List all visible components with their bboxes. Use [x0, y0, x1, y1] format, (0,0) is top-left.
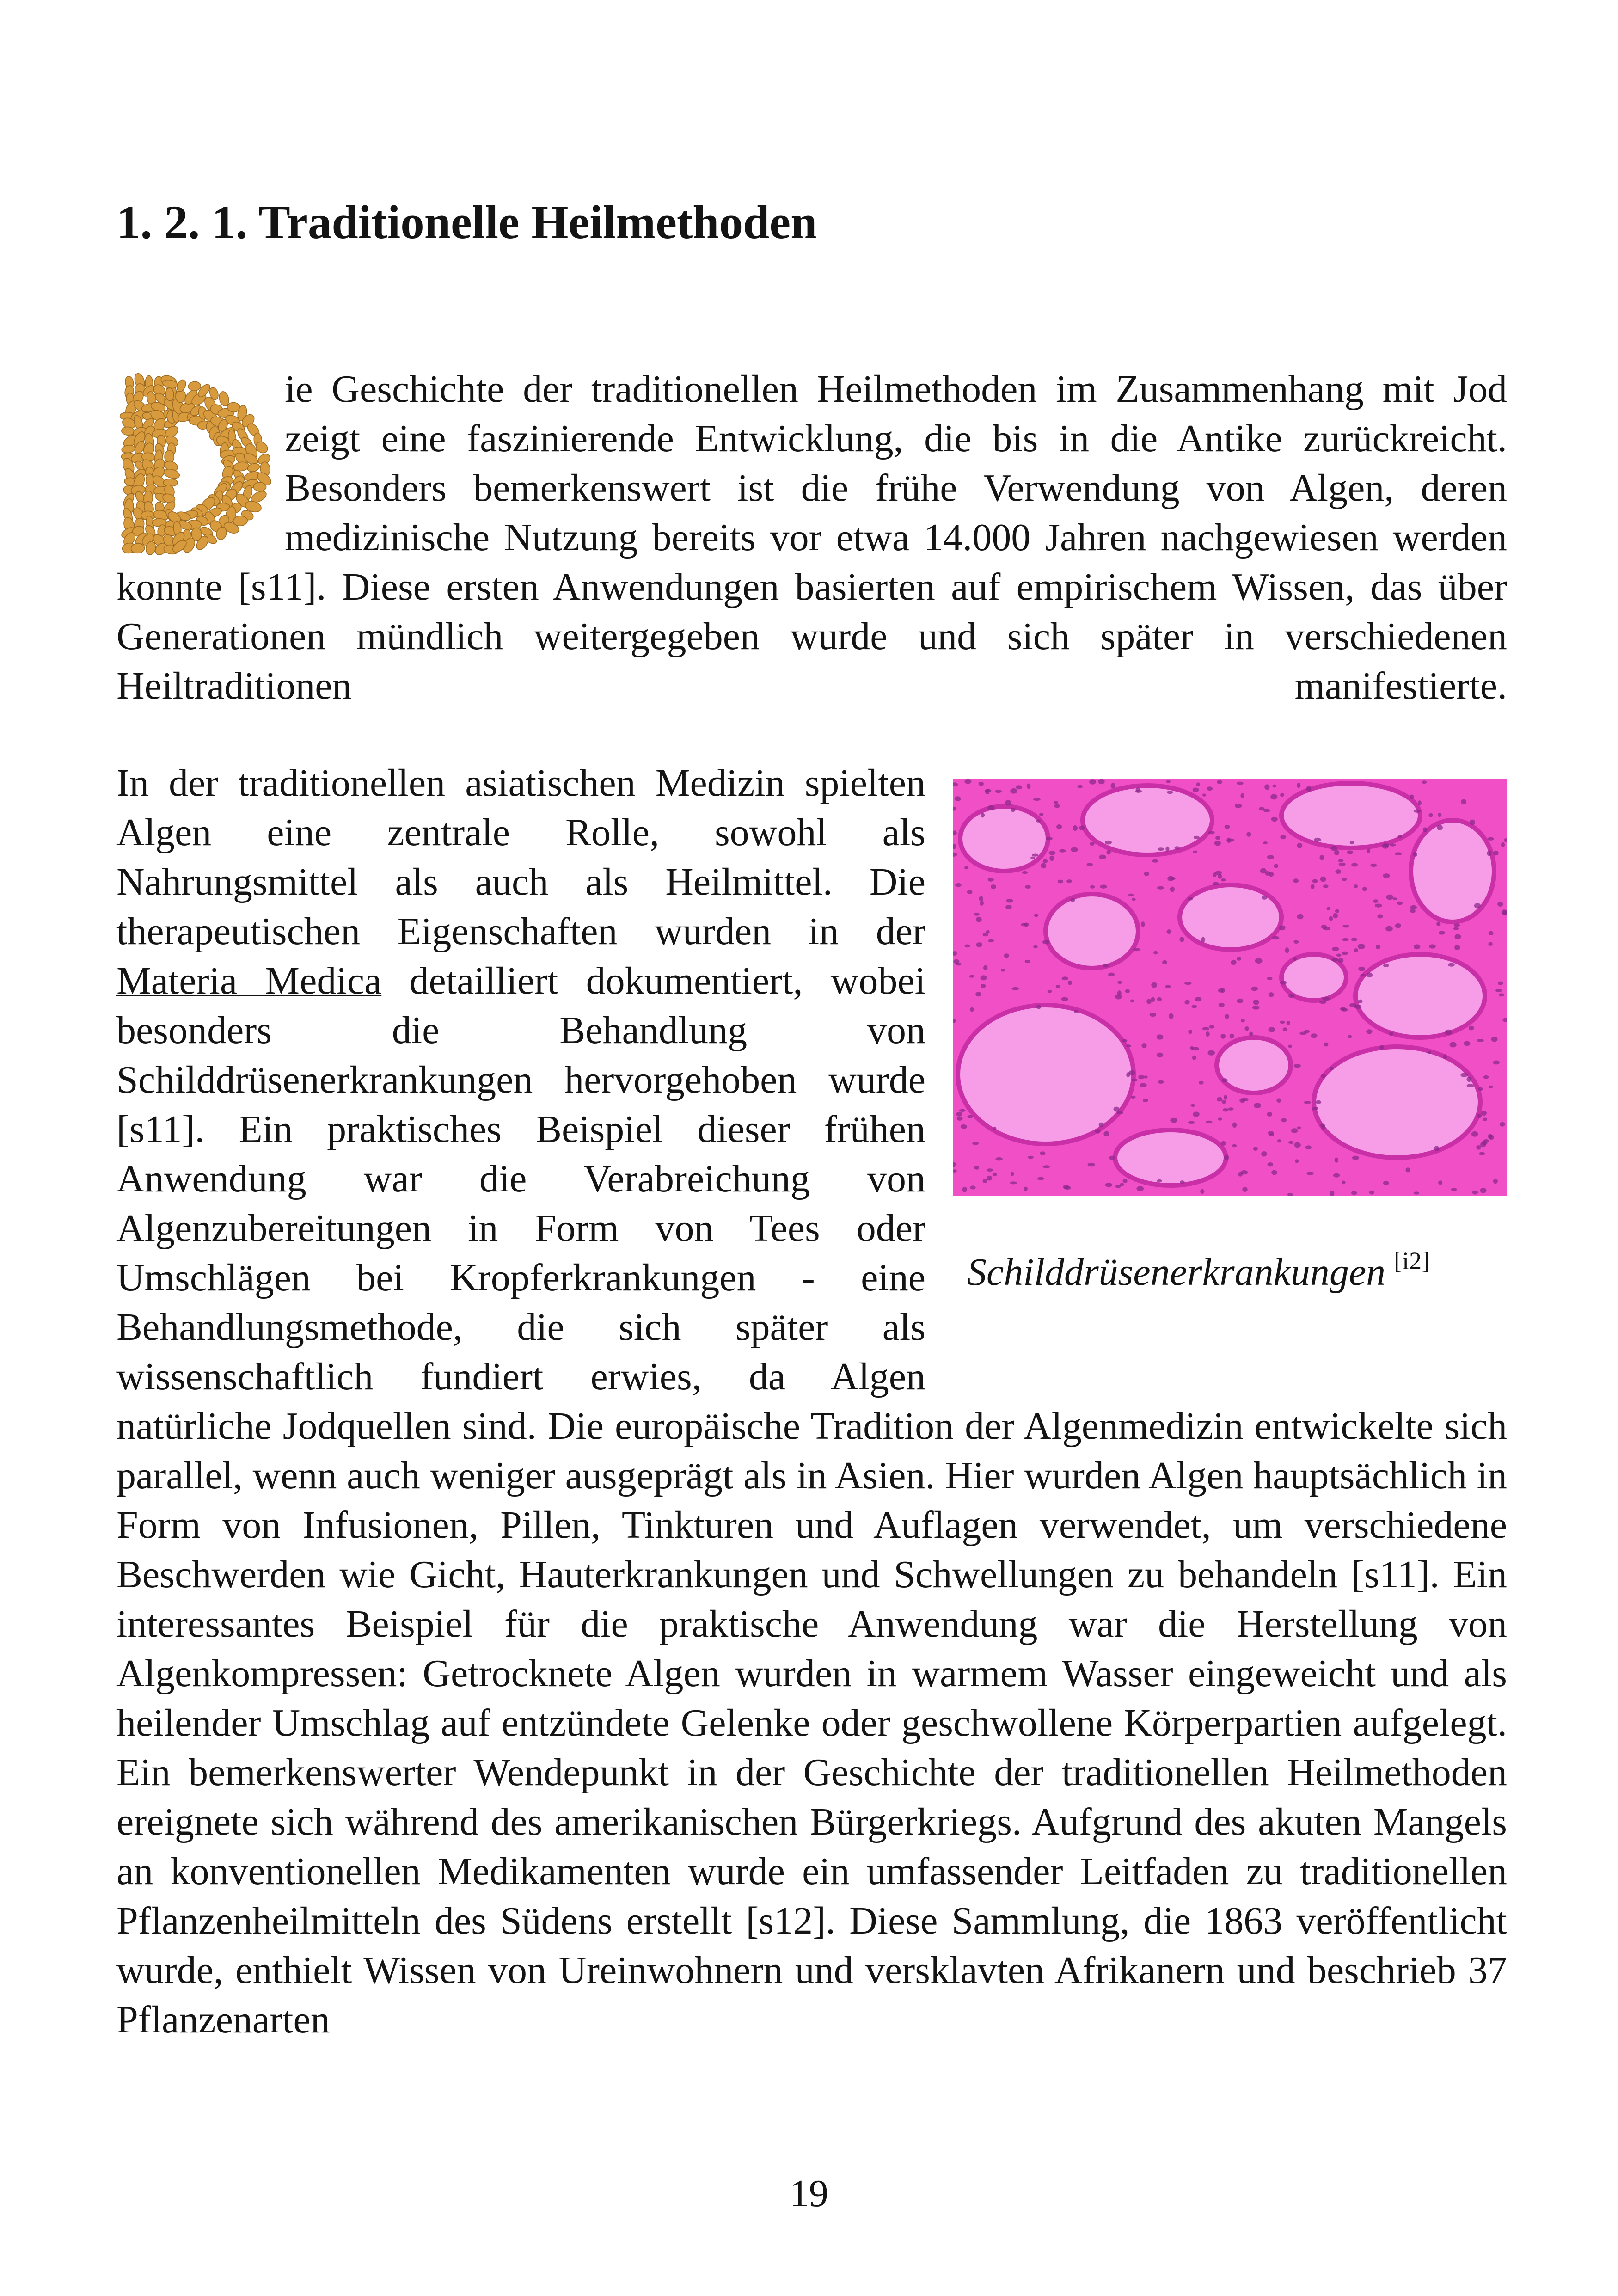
follicle-9 — [1314, 1047, 1480, 1158]
paragraph-intro — [116, 364, 1507, 711]
figure-thyroid-histology — [953, 779, 1507, 1370]
follicle-0 — [960, 806, 1048, 871]
paragraph-main — [116, 758, 1507, 2044]
paragraph-main-before: In der traditionellen asiatischen Medizin spielten Algen eine zentrale Rolle, sowohl als Nahrungsmittel als auch als Heilmittel. Die therapeutischen Eigenschaften wurden in der — [116, 761, 925, 953]
seed-letter-icon — [114, 367, 280, 561]
figure-caption-text: Schilddrüsenerkrankungen — [967, 1251, 1386, 1294]
follicle-1 — [1083, 786, 1212, 855]
thyroid-histology-image — [953, 779, 1507, 1196]
follicle-6 — [1355, 954, 1485, 1037]
seed-cluster — [120, 372, 273, 557]
follicle-10 — [1115, 1130, 1226, 1185]
follicle-4 — [1180, 885, 1281, 950]
paragraph-main-after: detailliert dokumentiert, wobei besonders die Behandlung von Schilddrüsenerkrankungen hervorgehoben wurde [s11]. Ein praktisches Beispiel dieser frühen Anwendung war die Verabreichung von Algenzubereitungen in Form von Tees oder Umschlägen bei Kropferkrankungen - eine Behandlungsmethode, die sich später als wissenschaftlich fundiert erwies, da Algen natürliche Jodquellen sind. Die europäische Tradition der Algenmedizin entwickelte sich parallel, wenn auch weniger ausgeprägt als in Asien. Hier wurden Algen hauptsächlich in Form von Infusionen, Pillen, Tinkturen und Auflagen verwendet, um verschiedene Beschwerden wie Gicht, Hauterkrankungen und Schwellungen zu behandeln [s11]. Ein interessantes Beispiel für die praktische Anwendung war die Herstellung von Algenkompressen: Getrocknete Algen wurden in warmem Wasser eingeweicht und als heilender Umschlag auf entzündete Gelenke oder geschwollene Körperpartien aufgelegt. Ein bemerkenswerter Wendepunkt in der Geschichte der traditionellen Heilmethoden ereignete sich während des amerikanischen Bürgerkriegs. Aufgrund des akuten Mangels an konventionellen Medikamenten wurde ein umfassender Leitfaden zu traditionellen Pflanzenheilmitteln des Südens erstellt [s12]. Diese Sammlung, die 1863 veröffentlicht wurde, enthielt Wissen von Ureinwohnern und versklavten Afrikanern und beschrieb 37 Pflanzenarten — [116, 959, 1507, 2041]
follicle-3 — [1411, 820, 1494, 922]
paragraph-intro-text: ie Geschichte der traditionellen Heilmethoden im Zusammenhang mit Jod zeigt eine faszinierende Entwicklung, die bis in die Antike zurückreicht. Besonders bemerkenswert ist die frühe Verwendung von Algen, deren medizinische Nutzung bereits vor etwa 14.000 Jahren nachgewiesen werden konnte [s11]. Diese ersten Anwendungen basierten auf empirischem Wissen, das über Generationen mündlich weitergegeben wurde und sich später in verschiedenen Heiltraditionen manifestierte. — [116, 368, 1507, 707]
section-heading: 1. 2. 1. Traditionelle Heilmethoden — [116, 196, 817, 249]
follicle-5 — [1046, 894, 1138, 968]
dropcap-d-seeds — [114, 367, 280, 561]
follicle-2 — [1281, 783, 1420, 848]
follicle-7 — [958, 1005, 1134, 1144]
figure-reference: [i2] — [1394, 1247, 1430, 1275]
page-number: 19 — [790, 2172, 828, 2215]
figure-caption — [967, 1236, 1430, 1297]
materia-medica-link[interactable]: Materia Medica — [116, 959, 382, 1002]
follicle-8 — [1217, 1037, 1291, 1093]
